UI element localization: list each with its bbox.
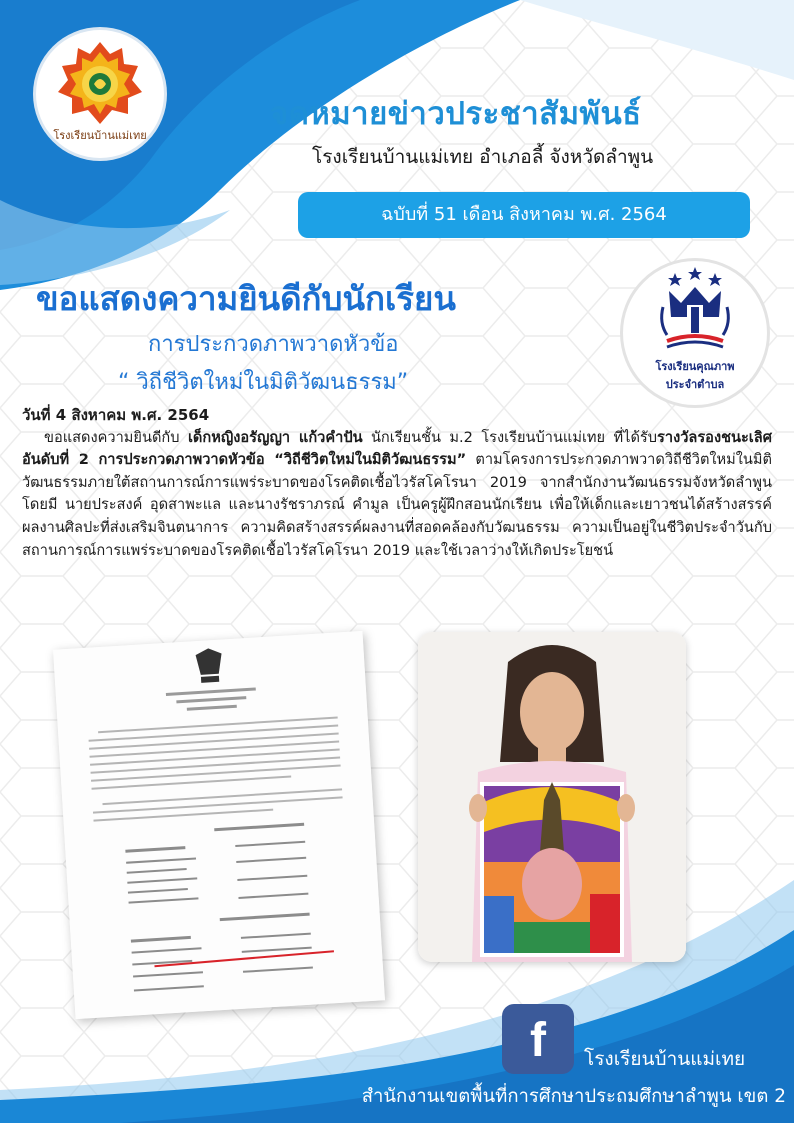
article-body: [22, 404, 772, 562]
student-with-painting-image: [418, 632, 686, 962]
school-logo: [36, 30, 164, 158]
article-date: วันที่ 4 สิงหาคม พ.ศ. 2564: [22, 406, 210, 424]
headline: ขอแสดงความยินดีกับนักเรียน: [36, 279, 456, 318]
school-logo-text: โรงเรียนบ้านแม่เทย: [53, 129, 147, 142]
article-text: นักเรียนชั้น ม.2 โรงเรียนบ้านแม่เทย ที่ได้รับ: [362, 428, 658, 446]
document-image: [53, 631, 385, 1019]
student-photo: [418, 632, 686, 962]
newsletter-title: จดหมายข่าวประชาสัมพันธ์: [270, 96, 642, 132]
student-name: เด็กหญิงอรัญญา แก้วคำปัน: [187, 428, 363, 446]
badge-line-1: โรงเรียนคุณภาพ: [655, 360, 735, 373]
article-text: ขอแสดงความยินดีกับ: [44, 428, 188, 446]
award-text: รางวัลรองชนะเลิศ อันดับที่ 2 การประกวดภาพวาดหัวข้อ “วิถีชีวิตใหม่ในมิติวัฒนธรรม”: [22, 428, 772, 469]
crown-book-icon: [623, 261, 767, 357]
badge-line-2: ประจำตำบล: [665, 378, 725, 391]
facebook-icon[interactable]: f: [502, 1004, 574, 1074]
article-paragraph: [22, 427, 772, 563]
education-office: สำนักงานเขตพื้นที่การศึกษาประถมศึกษาลำพูน เขต 2: [361, 1086, 786, 1107]
facebook-page-name[interactable]: โรงเรียนบ้านแม่เทย: [584, 1048, 746, 1070]
contest-theme: “ วิถีชีวิตใหม่ในมิติวัฒนธรรม”: [118, 370, 409, 395]
school-location: โรงเรียนบ้านแม่เทย อำเภอลี้ จังหวัดลำพูน: [312, 146, 654, 168]
article-text: ตามโครงการประกวดภาพวาดวิถีชีวิตใหม่ในมิติวัฒนธรรมภายใต้สถานการณ์การแพร่ระบาดของโรคติดเชื้อไวรัสโคโรนา 2019 จากสำนักงานวัฒนธรรมจังหวัดลำพูน โดยมี นายประสงค์ อุดสาพะแล และนางรัชราภรณ์ คำมูล เป็นครูผู้ฝึกสอนนักเรียน เพื่อให้เด็กและเยาวชนได้สร้างสรรค์ผลงานศิลปะที่ส่งเสริมจินตนาการ ความคิดสร้างสรรค์ผลงานที่สอดคล้องกับวัฒนธรรม ความเป็นอยู่ในชีวิตประจำวันกับสถานการณ์การแพร่ระบาดของโรคติดเชื้อไวรัสโคโรนา 2019 และใช้เวลาว่างให้เกิดประโยชน์: [22, 451, 772, 559]
school-crest-icon: [50, 38, 150, 134]
announcement-document-photo: [53, 631, 385, 1019]
quality-school-badge: [620, 258, 770, 408]
issue-banner: ฉบับที่ 51 เดือน สิงหาคม พ.ศ. 2564: [298, 192, 750, 238]
contest-title: การประกวดภาพวาดหัวข้อ: [148, 332, 399, 357]
